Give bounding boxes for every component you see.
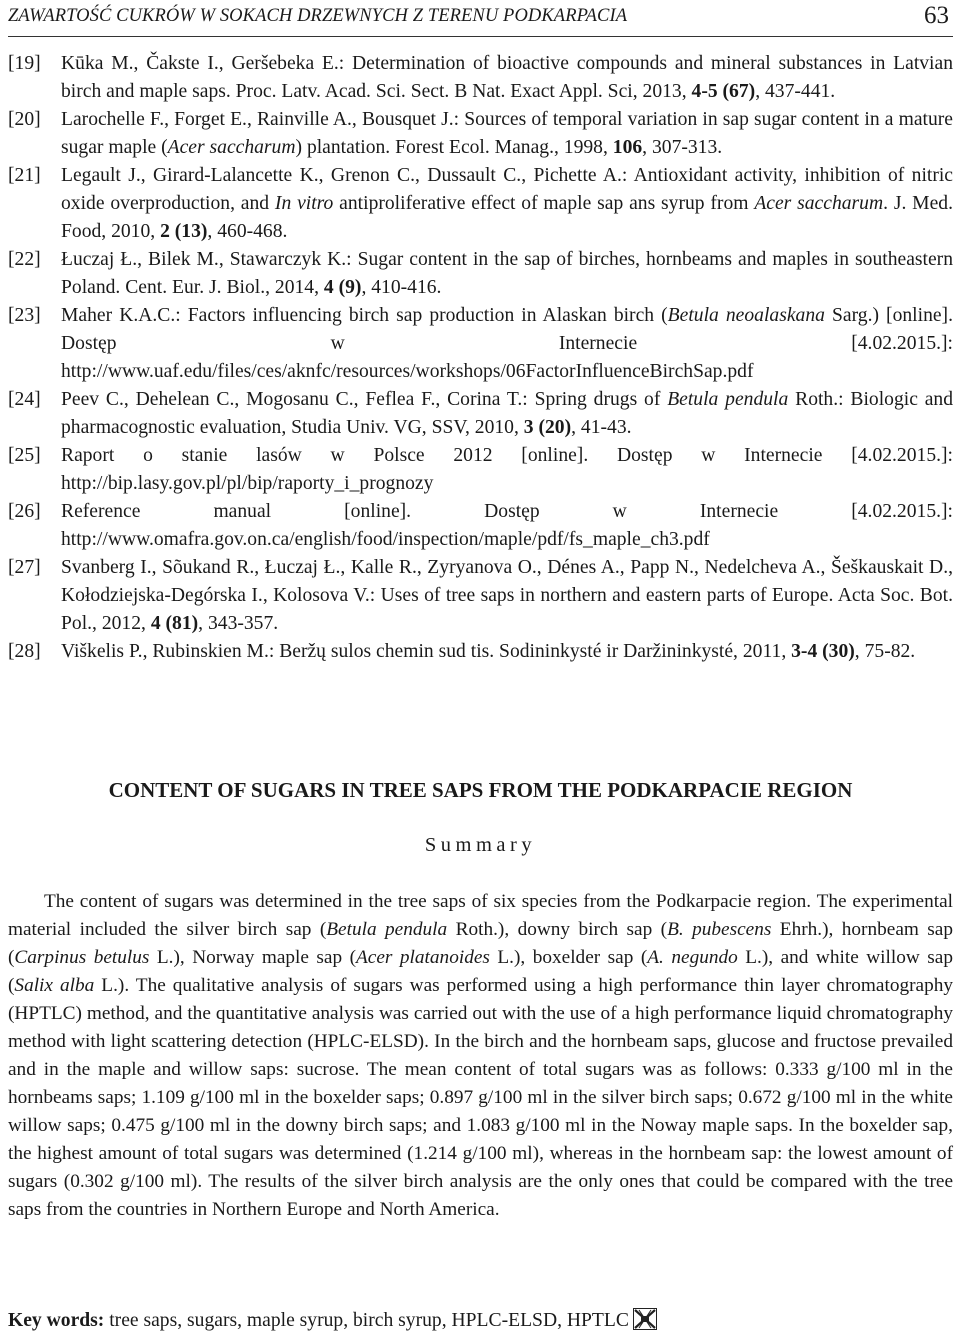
reference-text-segment: , 307-313. bbox=[642, 137, 723, 158]
reference-text-segment: , 41-43. bbox=[571, 417, 632, 438]
abstract-segment: Ehrh.), hornbeam sap ( bbox=[8, 919, 954, 968]
abstract-segment: The content of sugars was determined in the tree saps of six species from the Podkarpacie region. The experimental material included the silver birch sap ( bbox=[8, 891, 953, 940]
reference-number: [25] bbox=[8, 445, 41, 466]
reference-text bbox=[61, 106, 953, 162]
abstract-segment: Acer platanoides bbox=[356, 947, 490, 968]
reference-text-segment: Łuczaj Ł., Bilek M., Stawarczyk K.: Sugar content in the sap of birches, hornbeams and maples in southeastern Poland. Cent. Eur. J. Biol., 2014, bbox=[61, 249, 953, 298]
reference-text-segment: Kūka M., Čakste I., Geršebeka E.: Determination of bioactive compounds and mineral substances in Latvian birch and maple saps. Proc. Latv. Acad. Sci. Sect. B Nat. Exact Appl. Sci, 2013, bbox=[61, 53, 953, 102]
running-header bbox=[8, 2, 953, 37]
reference-item bbox=[8, 498, 953, 554]
reference-number: [24] bbox=[8, 389, 41, 410]
reference-text-segment: , 75-82. bbox=[854, 641, 916, 662]
abstract-segment: Betula pendula bbox=[326, 919, 448, 940]
reference-text-segment: Svanberg I., Sõukand R., Łuczaj Ł., Kalle R., Zyryanova O., Dénes A., Papp N., Nedelcheva A., Šeškauskait D., Kołodziejska-Degórska I., Kolosova V.: Uses of tree saps in northern and eastern parts of Europe. Acta Soc. Bot. Pol., 2012, bbox=[61, 557, 953, 634]
reference-text-segment: Raport o stanie lasów w Polsce 2012 [online]. Dostęp w Internecie [4.02.2015.]: http://bip.lasy.gov.pl/pl/bip/raporty_i_prognozy bbox=[61, 445, 953, 494]
reference-text bbox=[61, 498, 953, 554]
reference-number: [20] bbox=[8, 109, 41, 130]
reference-text-segment: 4-5 (67) bbox=[691, 81, 756, 102]
reference-number: [26] bbox=[8, 501, 41, 522]
reference-text bbox=[61, 442, 953, 498]
abstract-segment: Salix alba bbox=[14, 975, 95, 996]
reference-text-segment: Viškelis P., Rubinskien M.: Beržų sulos chemin sud tis. Sodininkysté ir Daržininkysté, 2011, bbox=[61, 641, 792, 662]
reference-text-segment: 2 (13) bbox=[160, 221, 208, 242]
abstract-segment: L.), and white willow sap ( bbox=[8, 947, 953, 996]
reference-text-segment: 3 (20) bbox=[523, 417, 572, 438]
reference-text-segment: 4 (9) bbox=[323, 277, 362, 298]
abstract-segment: Carpinus betulus bbox=[14, 947, 150, 968]
abstract-segment: Roth.), downy birch sap ( bbox=[447, 919, 668, 940]
reference-text-segment: Betula pendula bbox=[667, 389, 789, 410]
reference-text-segment: 3-4 (30) bbox=[791, 641, 855, 662]
keywords-text: tree saps, sugars, maple syrup, birch syrup, HPLC-ELSD, HPTLC bbox=[104, 1310, 629, 1331]
reference-text-segment: antiproliferative effect of maple sap ans syrup from bbox=[333, 193, 755, 214]
reference-text bbox=[61, 246, 953, 302]
reference-item bbox=[8, 638, 953, 666]
reference-item bbox=[8, 442, 953, 498]
reference-text-segment: Betula neoalaskana bbox=[667, 305, 825, 326]
reference-text-segment: , 460-468. bbox=[207, 221, 288, 242]
reference-text bbox=[61, 554, 953, 638]
reference-number: [27] bbox=[8, 557, 41, 578]
page-number: 63 bbox=[924, 2, 949, 29]
reference-text bbox=[61, 302, 953, 386]
reference-number: [28] bbox=[8, 641, 41, 662]
reference-text-segment: ) plantation. Forest Ecol. Manag., 1998, bbox=[295, 137, 613, 158]
reference-item bbox=[8, 386, 953, 442]
abstract-segment: A. negundo bbox=[647, 947, 738, 968]
reference-text-segment: , 343-357. bbox=[198, 613, 279, 634]
reference-text-segment: 106 bbox=[612, 137, 643, 158]
reference-text-segment: In vitro bbox=[274, 193, 334, 214]
reference-text-segment: Larochelle F., Forget E., Rainville A., Bousquet J.: Sources of temporal variation in sap sugar content in a mature sugar maple ( bbox=[61, 109, 953, 158]
reference-text-segment: Legault J., Girard-Lalancette K., Grenon C., Dussault C., Pichette A.: Antioxidant activity, inhibition of nitric oxide overproduction, and bbox=[61, 165, 953, 214]
reference-text-segment: Acer saccharum bbox=[754, 193, 884, 214]
reference-text-segment: Roth.: Biologic and pharmacognostic evaluation, Studia Univ. VG, SSV, 2010, bbox=[61, 389, 954, 438]
reference-text-segment: 4 (81) bbox=[150, 613, 199, 634]
reference-list bbox=[8, 50, 953, 666]
reference-item bbox=[8, 106, 953, 162]
reference-item bbox=[8, 554, 953, 638]
reference-text bbox=[61, 386, 953, 442]
abstract-segment: L.), boxelder sap ( bbox=[489, 947, 648, 968]
reference-item bbox=[8, 302, 953, 386]
reference-text bbox=[61, 638, 953, 666]
running-title: ZAWARTOŚĆ CUKRÓW W SOKACH DRZEWNYCH Z TERENU PODKARPACIA bbox=[8, 6, 628, 26]
reference-number: [19] bbox=[8, 53, 41, 74]
abstract-segment: L.). The qualitative analysis of sugars was performed using a high performance thin layer chromatography (HPTLC) method, and the quantitative analysis was carried out with the use of a high performance liquid chromatography method with light scattering detection (HPLC-ELSD). In the birch and the hornbeam saps, glucose and fructose prevailed and in the maple and willow saps: sucrose. The mean content of total sugars was as follows: 0.333 g/100 ml in the hornbeams saps; 1.109 g/100 ml in the boxelder saps; 0.897 g/100 ml in the silver birch saps; 0.672 g/100 ml in the white willow saps; 0.475 g/100 ml in the downy birch saps; and 1.083 g/100 ml in the Noway maple saps. In the boxelder sap, the highest amount of total sugars was determined (1.214 g/100 ml), whereas in the hornbeam sap: the lowest amount of sugars (0.302 g/100 ml). The results of the silver birch analysis are the only ones that could be compared with the tree saps from the countries in Northern Europe and North America. bbox=[8, 975, 953, 1220]
abstract-segment: L.), Norway maple sap ( bbox=[149, 947, 357, 968]
reference-text-segment: Acer saccharum bbox=[167, 137, 296, 158]
reference-item bbox=[8, 162, 953, 246]
reference-text-segment: , 437-441. bbox=[755, 81, 836, 102]
reference-text-segment: Peev C., Dehelean C., Mogosanu C., Feflea F., Corina T.: Spring drugs of bbox=[61, 389, 668, 410]
reference-number: [23] bbox=[8, 305, 41, 326]
abstract-segment: B. pubescens bbox=[667, 919, 772, 940]
reference-item bbox=[8, 246, 953, 302]
keywords-line bbox=[8, 1307, 953, 1339]
reference-text bbox=[61, 162, 953, 246]
abstract-paragraph bbox=[8, 888, 953, 1224]
reference-item bbox=[8, 50, 953, 106]
keywords-label: Key words: bbox=[8, 1310, 105, 1331]
document-icon bbox=[633, 1308, 657, 1339]
reference-number: [22] bbox=[8, 249, 41, 270]
summary-title: CONTENT OF SUGARS IN TREE SAPS FROM THE PODKARPACIE REGION bbox=[108, 778, 853, 802]
reference-text-segment: . J. Med. Food, 2010, bbox=[61, 193, 953, 242]
reference-text-segment: Reference manual [online]. Dostęp w Internecie [4.02.2015.]: http://www.omafra.gov.on.ca/english/food/inspection/maple/pdf/fs_maple_ch3.pdf bbox=[61, 501, 953, 550]
reference-text-segment: Maher K.A.C.: Factors influencing birch sap production in Alaskan birch ( bbox=[61, 305, 668, 326]
reference-text-segment: Sarg.) [online]. Dostęp w Internecie [4.02.2015.]: http://www.uaf.edu/files/ces/aknfc/resources/workshops/06FactorInfluenceBirchSap.pdf bbox=[61, 305, 953, 382]
reference-number: [21] bbox=[8, 165, 41, 186]
reference-text bbox=[61, 50, 953, 106]
reference-text-segment: , 410-416. bbox=[361, 277, 442, 298]
summary-heading: Summary bbox=[424, 834, 537, 856]
